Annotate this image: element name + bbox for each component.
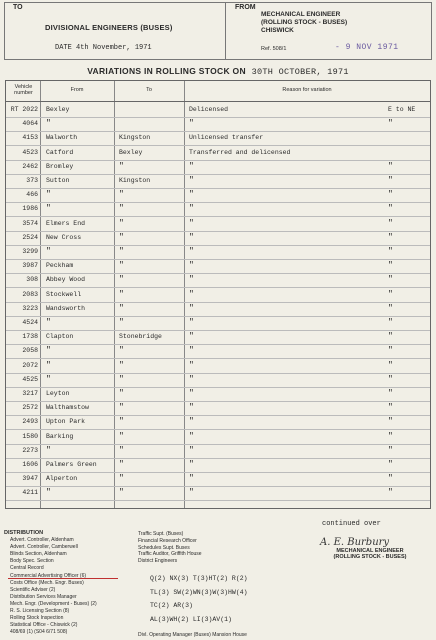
route-note: " (388, 431, 393, 441)
from-garage: " (46, 247, 51, 256)
vehicle-number: 4211 (22, 489, 38, 497)
from-garage: " (46, 346, 51, 356)
from-garage: Walthamstow (46, 404, 89, 412)
route-note: " (388, 318, 393, 327)
route-note: " (388, 389, 393, 398)
to-garage: " (119, 161, 124, 171)
variation-reason: " (189, 374, 194, 384)
from-garage: Walworth (46, 134, 78, 142)
distribution-item: Distribution Services Manager (10, 593, 77, 600)
to-label: TO (13, 4, 23, 11)
table-row (6, 444, 430, 459)
route-note: " (388, 460, 393, 469)
sender-line-2: (ROLLING STOCK - BUSES) (261, 19, 348, 26)
table-row (6, 217, 430, 232)
variation-reason: " (189, 190, 194, 200)
table-row (6, 188, 430, 203)
to-garage: Stonebridge (119, 333, 162, 341)
vehicle-number: 373 (26, 177, 38, 184)
table-row (6, 273, 430, 288)
table-row (6, 202, 430, 217)
variation-reason: Unlicensed transfer (189, 134, 264, 142)
route-note: " (388, 161, 393, 171)
from-garage: " (46, 119, 51, 129)
continued-note: continued over (322, 520, 381, 528)
vehicle-number: 3947 (22, 475, 38, 483)
distribution-item: Statistical Office - Chiswick (2) (10, 622, 78, 629)
route-note: " (388, 289, 393, 299)
to-garage: " (119, 431, 124, 441)
variation-reason: " (189, 247, 194, 256)
table-row (6, 401, 430, 416)
table-row (6, 259, 430, 274)
route-note: " (388, 232, 393, 242)
table-row (6, 302, 430, 317)
vehicle-number: 3223 (22, 304, 38, 312)
variation-reason: " (189, 289, 194, 299)
from-garage: Catford (46, 148, 74, 156)
variation-reason: " (189, 332, 194, 342)
distribution-item: Rolling Stock Inspection (10, 615, 64, 622)
table-row (6, 415, 430, 430)
memo-header (4, 2, 432, 60)
route-note: " (388, 119, 393, 129)
distribution-item: Traffic Supt. (Buses) (138, 531, 184, 537)
variation-reason: " (189, 303, 194, 313)
vehicle-number: 4524 (22, 319, 38, 326)
variation-reason: Transferred and delicensed (189, 148, 291, 156)
distribution-item: Blinds Section, Aldenham (10, 551, 67, 558)
variation-reason: " (189, 431, 194, 441)
vehicle-number: RT 2022 (10, 106, 38, 113)
to-garage: " (119, 474, 124, 484)
to-garage: " (119, 403, 124, 413)
vehicle-number: 1986 (22, 205, 38, 213)
to-garage: " (119, 289, 124, 299)
variation-reason: Delicensed (189, 106, 229, 113)
to-garage: " (119, 204, 124, 214)
route-note: " (388, 218, 393, 228)
route-note: " (388, 204, 393, 214)
route-note: " (388, 275, 393, 285)
from-garage: " (46, 318, 51, 327)
vehicle-number: 3299 (22, 248, 38, 255)
table-row (6, 245, 430, 260)
distribution-item: R. S. Licensing Section (8) (10, 608, 70, 614)
column-header-reason: Reason for variation (282, 87, 332, 93)
sender-line-1: MECHANICAL ENGINEER (261, 11, 341, 18)
table-row (6, 174, 430, 189)
variation-reason: " (189, 488, 194, 498)
to-garage: " (119, 232, 124, 242)
from-garage: Wandsworth (46, 304, 86, 312)
signature-block (320, 537, 420, 560)
vehicle-number: 2273 (22, 446, 38, 454)
title-text: VARIATIONS IN ROLLING STOCK ON (87, 66, 246, 76)
variation-reason: " (189, 445, 194, 455)
to-garage: " (119, 417, 124, 427)
from-garage: " (46, 204, 51, 214)
table-row (6, 288, 430, 303)
table-row (6, 316, 430, 331)
to-garage: Bexley (119, 148, 143, 156)
distribution-item: Scientific Adviser (2) (10, 586, 56, 593)
route-note: " (388, 190, 393, 200)
to-garage: " (119, 261, 124, 271)
vehicle-number: 3217 (22, 390, 38, 397)
table-row (6, 131, 430, 146)
from-garage: Abbey Wood (46, 276, 86, 284)
to-garage: " (119, 218, 124, 228)
vehicle-number: 2524 (22, 233, 38, 241)
vehicle-number: 2072 (22, 361, 38, 369)
to-garage: " (119, 460, 124, 469)
page-title (0, 66, 436, 77)
distribution-item: District Engineers (138, 558, 178, 565)
table-row (6, 117, 430, 132)
to-garage: Kingston (119, 134, 151, 142)
title-date: 30TH OCTOBER, 1971 (251, 67, 349, 77)
to-garage: " (119, 389, 124, 398)
variation-reason: " (189, 119, 194, 129)
route-note: " (388, 332, 393, 342)
route-note: " (388, 360, 393, 370)
distribution-item: Advert. Controller, Camberwell (10, 544, 78, 551)
recipient: DIVISIONAL ENGINEERS (BUSES) (45, 23, 173, 32)
distribution-item: Body Spec. Section (10, 558, 54, 565)
signature-role-2: (ROLLING STOCK - BUSES) (333, 554, 407, 560)
variation-reason: " (189, 204, 194, 214)
variation-reason: " (189, 261, 194, 271)
table-row (6, 458, 430, 473)
variation-reason: " (189, 346, 194, 356)
vehicle-number: 1738 (22, 333, 38, 341)
vehicle-number: 2083 (22, 290, 38, 298)
distribution-item: Schedules Supt. Buses (138, 544, 190, 551)
red-underline (8, 578, 118, 579)
vehicle-number: 2572 (22, 404, 38, 412)
to-garage: " (119, 247, 124, 256)
signature-role-1: MECHANICAL ENGINEER (336, 548, 404, 554)
variation-reason: " (189, 218, 194, 228)
table-row (6, 146, 430, 161)
table-header (6, 81, 430, 102)
vehicle-number: 2493 (22, 418, 38, 426)
table-row (6, 472, 430, 487)
route-note: E to NE (388, 106, 416, 113)
from-garage: New Cross (46, 233, 82, 241)
to-garage: " (119, 190, 124, 200)
variation-reason: " (189, 232, 194, 242)
vehicle-number: 466 (26, 191, 38, 199)
route-note: " (388, 176, 393, 185)
from-label: FROM (235, 4, 256, 11)
vehicle-number: 4525 (22, 375, 38, 383)
variation-reason: " (189, 275, 194, 285)
vehicle-number: 1580 (22, 432, 38, 440)
variation-reason: " (189, 161, 194, 171)
variation-reason: " (189, 403, 194, 413)
to-garage: " (119, 303, 124, 313)
to-garage: " (119, 318, 124, 327)
route-note: " (388, 417, 393, 427)
table-row (6, 359, 430, 374)
signature: A. E. Burbury (320, 537, 390, 548)
distribution-item: Costs Office (Mech. Engr. Buses) (10, 579, 84, 586)
sender-line-3: CHISWICK (261, 27, 294, 34)
from-garage: " (46, 374, 51, 384)
from-garage: " (46, 360, 51, 370)
reference: Ref. 508/1 (261, 46, 287, 52)
route-note: " (388, 346, 393, 356)
column-header-from: From (70, 87, 84, 93)
table-row (6, 373, 430, 388)
vehicle-number: 4523 (22, 148, 38, 156)
distribution-item: 408/69 (1) (S04 6/71 508) (10, 629, 68, 636)
vehicle-number: 2462 (22, 162, 38, 170)
from-garage: " (46, 190, 51, 200)
vehicle-number: 3574 (22, 219, 38, 227)
route-note: " (388, 374, 393, 384)
table-row (6, 344, 430, 359)
column-header-vehicle: Vehicle number (14, 84, 33, 96)
from-garage: Alperton (46, 475, 78, 483)
received-stamp: - 9 NOV 1971 (335, 43, 399, 52)
variation-reason: " (189, 460, 194, 469)
table-row (6, 231, 430, 246)
garage-codes: TC(2) AR(3) (150, 602, 193, 609)
distribution-item: Advert. Controller, Aldenham (10, 537, 74, 543)
route-note: " (388, 303, 393, 313)
variation-reason: " (189, 417, 194, 427)
from-garage: " (46, 445, 51, 455)
memo-date: DATE 4th November, 1971 (55, 44, 152, 52)
table-row (6, 160, 430, 175)
variation-reason: " (189, 318, 194, 327)
from-garage: Barking (46, 432, 74, 440)
from-garage: Elmers End (46, 219, 86, 227)
garage-codes: Q(2) NX(3) T(3)HT(2) R(2) (150, 575, 248, 582)
distribution-footer: Divl. Operating Manager (Buses) Mansion House (138, 632, 247, 638)
distribution-item: Commercial Advertising Officer (6) (10, 572, 87, 579)
route-note: " (388, 247, 393, 256)
from-garage: Stockwell (46, 290, 82, 298)
table-row (6, 486, 430, 501)
from-garage: Palmers Green (46, 461, 97, 468)
vehicle-number: 4064 (22, 120, 38, 128)
garage-codes: TL(3) SW(2)WN(3)W(3)HW(4) (150, 588, 248, 596)
variations-table (5, 80, 431, 509)
column-header-to: To (146, 87, 152, 93)
table-row (6, 430, 430, 445)
from-garage: Bromley (46, 162, 74, 170)
from-garage: Leyton (46, 390, 70, 397)
table-row (6, 387, 430, 402)
distribution-item: Mech. Engr. (Development - Buses) (2) (10, 600, 97, 607)
route-note: " (388, 488, 393, 498)
table-row (6, 330, 430, 345)
to-garage: " (119, 445, 124, 455)
variation-reason: " (189, 360, 194, 370)
from-garage: Sutton (46, 177, 70, 184)
route-note: " (388, 403, 393, 413)
variation-reason: " (189, 474, 194, 484)
vehicle-number: 308 (26, 276, 38, 284)
variation-reason: " (189, 176, 194, 185)
to-garage: " (119, 360, 124, 370)
from-garage: " (46, 488, 51, 498)
vehicle-number: 3987 (22, 262, 38, 270)
vehicle-number: 1606 (22, 461, 38, 468)
vehicle-number: 2058 (22, 347, 38, 355)
distribution-title: DISTRIBUTION (4, 530, 44, 536)
distribution-item: Traffic Auditor, Griffith House (138, 551, 202, 558)
garage-codes: AL(3)WH(2) LI(3)AV(1) (150, 615, 232, 623)
distribution-item: Financial Research Officer (138, 537, 197, 544)
to-garage: " (119, 374, 124, 384)
header-divider (225, 3, 226, 59)
from-garage: Clapton (46, 333, 74, 341)
to-garage: " (119, 488, 124, 498)
table-row (6, 103, 430, 118)
distribution-item: Central Record (10, 565, 44, 572)
route-note: " (388, 445, 393, 455)
route-note: " (388, 261, 393, 271)
to-garage: " (119, 275, 124, 285)
from-garage: Upton Park (46, 418, 86, 426)
to-garage: Kingston (119, 177, 151, 184)
to-garage: " (119, 346, 124, 356)
route-note: " (388, 474, 393, 484)
from-garage: Bexley (46, 106, 70, 113)
vehicle-number: 4153 (22, 134, 38, 142)
from-garage: Peckham (46, 262, 74, 270)
variation-reason: " (189, 389, 194, 398)
